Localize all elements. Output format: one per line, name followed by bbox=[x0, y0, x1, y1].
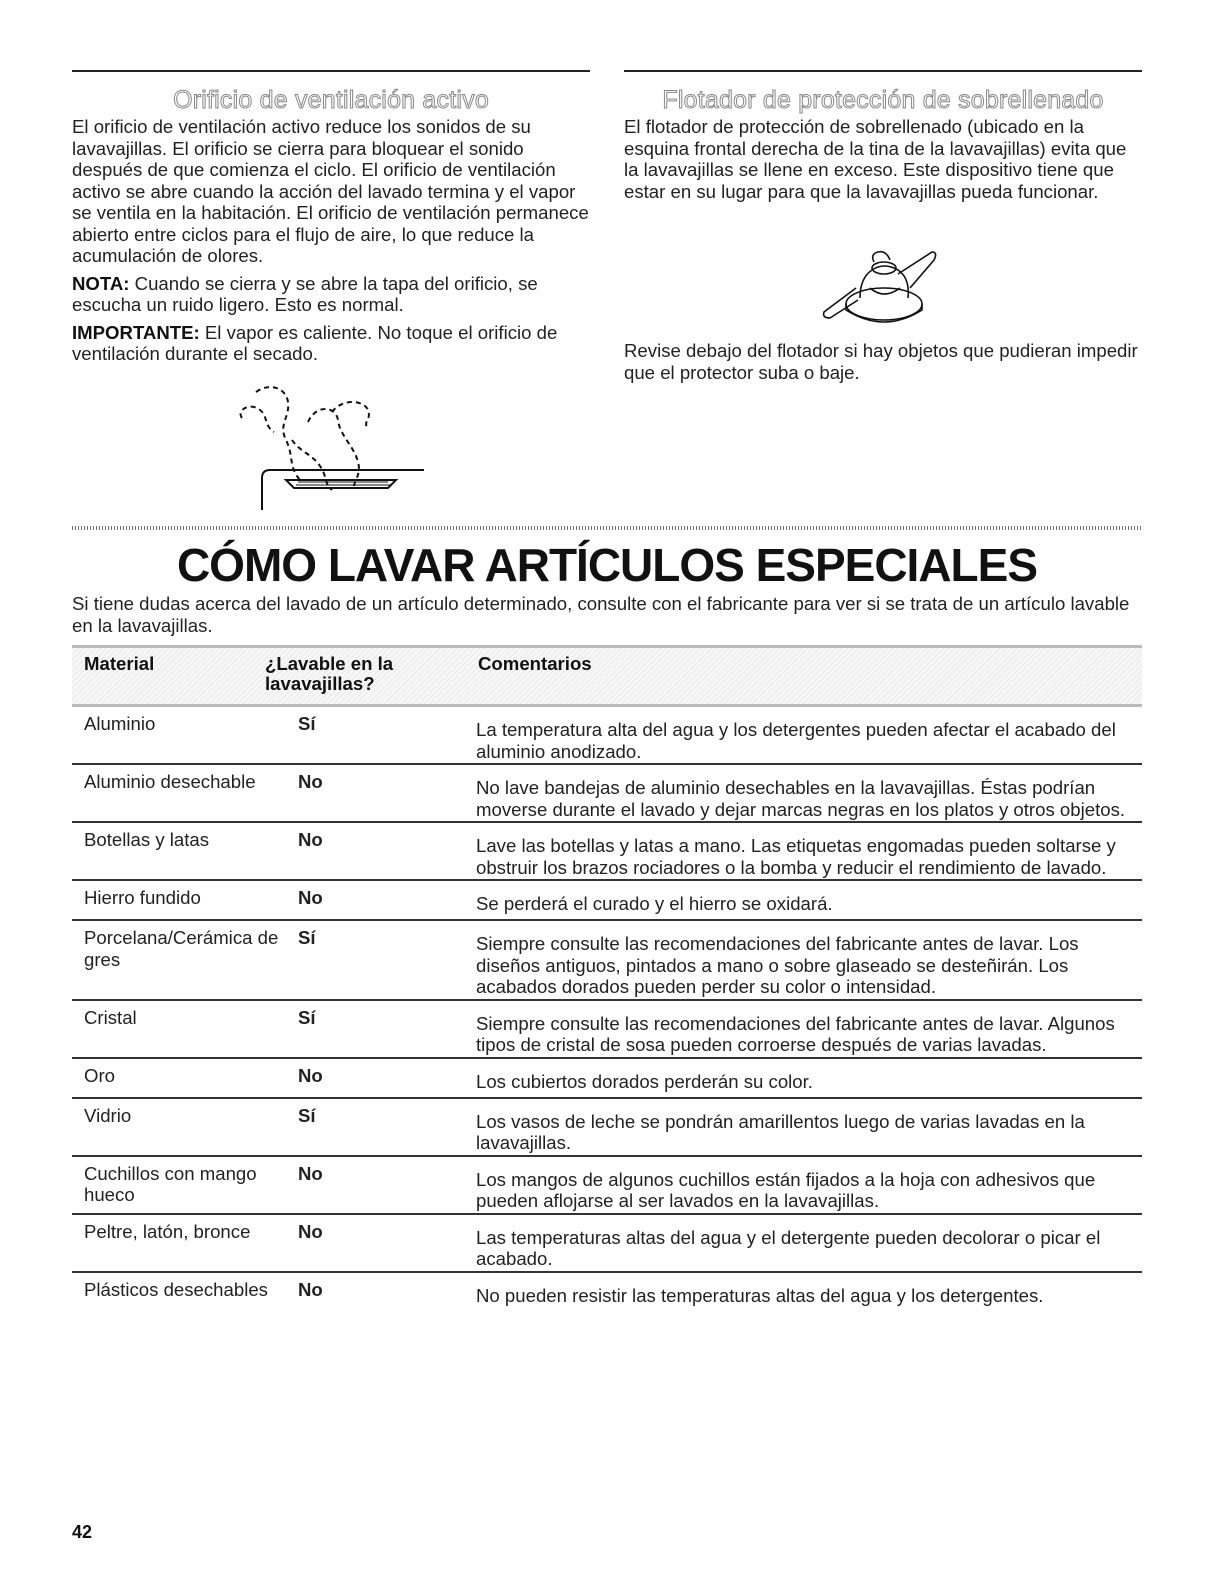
cell-comentarios: Los mangos de algunos cuchillos están fijados a la hoja con adhesivos que pueden aflojarse al ser lavados en la lavavajillas. bbox=[476, 1168, 1096, 1211]
vent-section-title: Orificio de ventilación activo bbox=[173, 86, 489, 114]
cell-comentarios: Siempre consulte las recomendaciones del fabricante antes de lavar. Algunos tipos de cristal de sosa pueden corroerse después de varias lavadas. bbox=[476, 1012, 1115, 1055]
cell-material: Vidrio bbox=[84, 1104, 132, 1126]
cell-material: Porcelana/Cerámica de gres bbox=[84, 927, 279, 970]
cell-lavable: No bbox=[298, 771, 323, 792]
cell-lavable: No bbox=[298, 1162, 323, 1184]
cell-comentarios: Lave las botellas y latas a mano. Las etiquetas engomadas pueden soltarse y obstruir los brazos rociadores o la bomba y reducir el rendimiento de lavado. bbox=[476, 835, 1116, 878]
table-row bbox=[72, 1001, 1142, 1059]
cell-material: Oro bbox=[84, 1064, 115, 1086]
cell-lavable: No bbox=[298, 1064, 323, 1086]
cell-material: Plásticos desechables bbox=[84, 1278, 268, 1300]
table-row bbox=[72, 823, 1142, 881]
note-label: NOTA: bbox=[72, 272, 130, 294]
cell-lavable: No bbox=[298, 1220, 323, 1242]
overfill-float-illustration bbox=[820, 248, 950, 332]
section-rule bbox=[624, 70, 1142, 72]
cell-lavable: Sí bbox=[298, 1104, 316, 1126]
cell-comentarios: No pueden resistir las temperaturas altas del agua y los detergentes. bbox=[476, 1284, 1044, 1306]
intro-text: Si tiene dudas acerca del lavado de un artículo determinado, consulte con el fabricante para ver si se trata de un artículo lavable en la lavavajillas. bbox=[72, 593, 1130, 636]
cell-comentarios: Los cubiertos dorados perderán su color. bbox=[476, 1070, 813, 1092]
cell-comentarios: Las temperaturas altas del agua y el detergente pueden decolorar o picar el acabado. bbox=[476, 1226, 1101, 1269]
table-row bbox=[72, 921, 1142, 1001]
header-comentarios: Comentarios bbox=[478, 653, 592, 674]
cell-lavable: No bbox=[298, 1278, 323, 1300]
table-row bbox=[72, 765, 1142, 823]
page-number: 42 bbox=[72, 1522, 93, 1542]
vent-note bbox=[72, 273, 590, 316]
cell-lavable: Sí bbox=[298, 927, 316, 948]
header-material: Material bbox=[84, 653, 155, 674]
float-section bbox=[624, 70, 1142, 389]
cell-lavable: Sí bbox=[298, 1006, 316, 1028]
cell-material: Aluminio bbox=[84, 713, 156, 734]
important-text: El vapor es caliente. No toque el orificio de ventilación durante el secado. bbox=[72, 321, 558, 364]
float-paragraph: El flotador de protección de sobrellenado (ubicado en la esquina frontal derecha de la tina de la lavavajillas) evita que la lavavajillas se llene en exceso. Este dispositivo tiene que estar en su lugar para que la lavavajillas pueda funcionar. bbox=[624, 116, 1127, 202]
table-row bbox=[72, 707, 1142, 765]
vent-section bbox=[72, 70, 590, 371]
table-row bbox=[72, 1099, 1142, 1157]
cell-comentarios: Siempre consulte las recomendaciones del fabricante antes de lavar. Los diseños antiguos, pintados a mano o sobre glaseado se desteñirán. Los acabados dorados pueden perder su color o intensidad. bbox=[476, 933, 1079, 997]
materials-table bbox=[72, 707, 1142, 1313]
section-rule bbox=[72, 70, 590, 72]
steam-vent-illustration bbox=[228, 380, 428, 512]
important-label: IMPORTANTE: bbox=[72, 321, 200, 343]
page-title: CÓMO LAVAR ARTÍCULOS ESPECIALES bbox=[176, 539, 1038, 591]
cell-lavable: No bbox=[298, 887, 323, 908]
table-header bbox=[72, 645, 1142, 707]
table-row bbox=[72, 1215, 1142, 1273]
cell-material: Aluminio desechable bbox=[84, 771, 256, 792]
cell-comentarios: Los vasos de leche se pondrán amarillentos luego de varias lavadas en la lavavajillas. bbox=[476, 1110, 1085, 1153]
cell-lavable: No bbox=[298, 829, 323, 850]
cell-lavable: Sí bbox=[298, 713, 316, 734]
cell-material: Peltre, latón, bronce bbox=[84, 1220, 251, 1242]
note-text: Cuando se cierra y se abre la tapa del orificio, se escucha un ruido ligero. Esto es normal. bbox=[72, 272, 538, 315]
cell-material: Botellas y latas bbox=[84, 829, 210, 850]
cell-material: Cuchillos con mango hueco bbox=[84, 1162, 257, 1205]
header-lavable: ¿Lavable en la lavavajillas? bbox=[265, 653, 394, 694]
table-row bbox=[72, 1157, 1142, 1215]
cell-material: Cristal bbox=[84, 1006, 137, 1028]
float-section-title: Flotador de protección de sobrellenado bbox=[662, 86, 1104, 114]
vent-paragraph: El orificio de ventilación activo reduce los sonidos de su lavavajillas. El orificio se cierra para bloquear el sonido después de que comienza el ciclo. El orificio de ventilación activo se abre cuando la acción del lavado termina y el vapor se ventila en la habitación. El orificio de ventilación permanece abierto entre ciclos para el flujo de aire, lo que reduce la acumulación de olores. bbox=[72, 116, 589, 266]
vent-important bbox=[72, 322, 590, 365]
float-paragraph-2: Revise debajo del flotador si hay objetos que pudieran impedir que el protector suba o baje. bbox=[624, 340, 1138, 383]
table-row bbox=[72, 1059, 1142, 1099]
cell-comentarios: La temperatura alta del agua y los detergentes pueden afectar el acabado del aluminio anodizado. bbox=[476, 719, 1116, 762]
table-row bbox=[72, 1273, 1142, 1313]
section-divider bbox=[72, 526, 1142, 530]
table-row bbox=[72, 881, 1142, 921]
cell-material: Hierro fundido bbox=[84, 887, 201, 908]
cell-comentarios: Se perderá el curado y el hierro se oxidará. bbox=[476, 893, 833, 914]
cell-comentarios: No lave bandejas de aluminio desechables en la lavavajillas. Éstas podrían moverse durante el lavado y dejar marcas negras en los platos y otros objetos. bbox=[476, 777, 1126, 820]
